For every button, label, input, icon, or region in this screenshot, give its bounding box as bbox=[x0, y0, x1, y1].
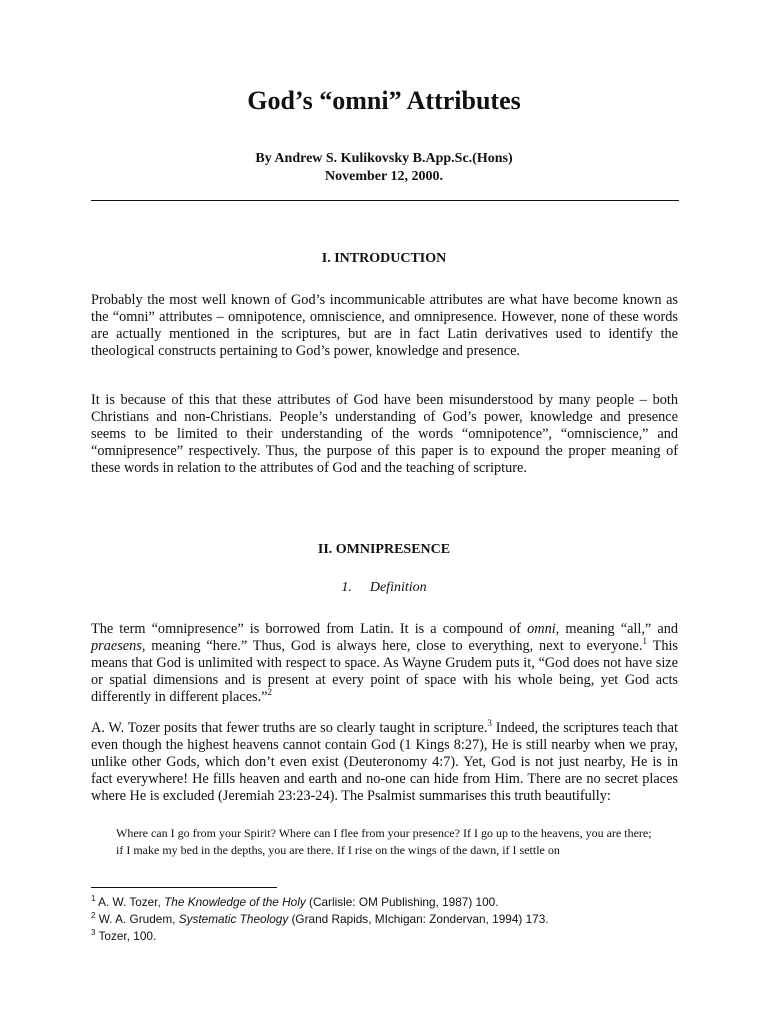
date-line: November 12, 2000. bbox=[325, 169, 443, 184]
page-title: God’s “omni” Attributes bbox=[247, 86, 521, 115]
footnotes bbox=[91, 892, 681, 943]
subheading-number: 1. bbox=[341, 580, 352, 595]
intro-paragraph-1: Probably the most well known of God’s incommunicable attributes are what have become known as the “omni” attributes – omnipotence, omniscience, and omnipresence. However, none of these words are actually mentioned in the scriptures, but are in fact Latin derivatives used to identify the theological constructs pertaining to God’s power, knowledge and presence. bbox=[91, 292, 678, 359]
intro-paragraph-2: It is because of this that these attributes of God have been misunderstood by many people – both Christians and non-Christians. People’s understanding of God’s power, knowledge and presence seems to be limited to their understanding of the words “omnipotence”, “omniscience,” and “omnipresence” respectively. Thus, the purpose of this paper is to expound the proper meaning of these words in relation to the attributes of God and the teaching of scripture. bbox=[91, 392, 678, 476]
footnote-ref-1[interactable]: 1 bbox=[642, 636, 647, 647]
byline bbox=[0, 150, 768, 186]
subheading-definition bbox=[0, 580, 768, 596]
footnote-1: $^1$ A. W. Tozer, The Knowledge of the Holy (Carlisle: OM Publishing, 1987) 100. bbox=[91, 894, 499, 909]
footnote-ref-3[interactable]: 3 bbox=[487, 718, 492, 729]
omnipresence-paragraph-1: The term “omnipresence” is borrowed from Latin. It is a compound of omni, meaning “all,” and praesens, meaning “here.” Thus, God is always here, close to everything, next to everyone.$^1$ This means that God is unlimited with respect to space. As Wayne Grudem puts it, “God does not have size or spatial dimensions and is present at every point of space with his whole being, yet God acts differently in different places.”$^2$ bbox=[91, 621, 678, 705]
footnote-ref-2[interactable]: 2 bbox=[267, 686, 273, 697]
footnote-2: $^2$ W. A. Grudem, Systematic Theology (Grand Rapids, MIchigan: Zondervan, 1994) 173. bbox=[91, 910, 549, 926]
footnote-divider bbox=[91, 887, 277, 888]
term-omni: omni bbox=[527, 621, 556, 637]
subheading-label: Definition bbox=[369, 580, 427, 595]
footnote-3: $^3$ Tozer, 100. bbox=[91, 927, 157, 943]
section-heading-omnipresence: II. OMNIPRESENCE bbox=[317, 542, 451, 557]
block-quote: Where can I go from your Spirit? Where can I flee from your presence? If I go up to the heavens, you are there; if I make my bed in the depths, you are there. If I rise on the wings of the dawn, if I settle on bbox=[116, 826, 652, 857]
term-praesens: praesens bbox=[91, 637, 142, 654]
title-divider bbox=[91, 200, 679, 201]
section-heading-introduction: I. INTRODUCTION bbox=[321, 251, 447, 266]
author-line: By Andrew S. Kulikovsky B.App.Sc.(Hons) bbox=[255, 151, 513, 166]
omnipresence-paragraph-2: A. W. Tozer posits that fewer truths are so clearly taught in scripture.$^3$ Indeed, the scriptures teach that even though the highest heavens cannot contain God (1 Kings 8:27), He is still nearby when we pray, unlike other Gods, which don’t even exist (Deuteronomy 4:7). Yet, God is not just nearby, He is in fact everywhere! He fills heaven and earth and no-one can hide from Him. There are no secret places where He is excluded (Jeremiah 23:23-24). The Psalmist summarises this truth beautifully: bbox=[91, 718, 678, 804]
